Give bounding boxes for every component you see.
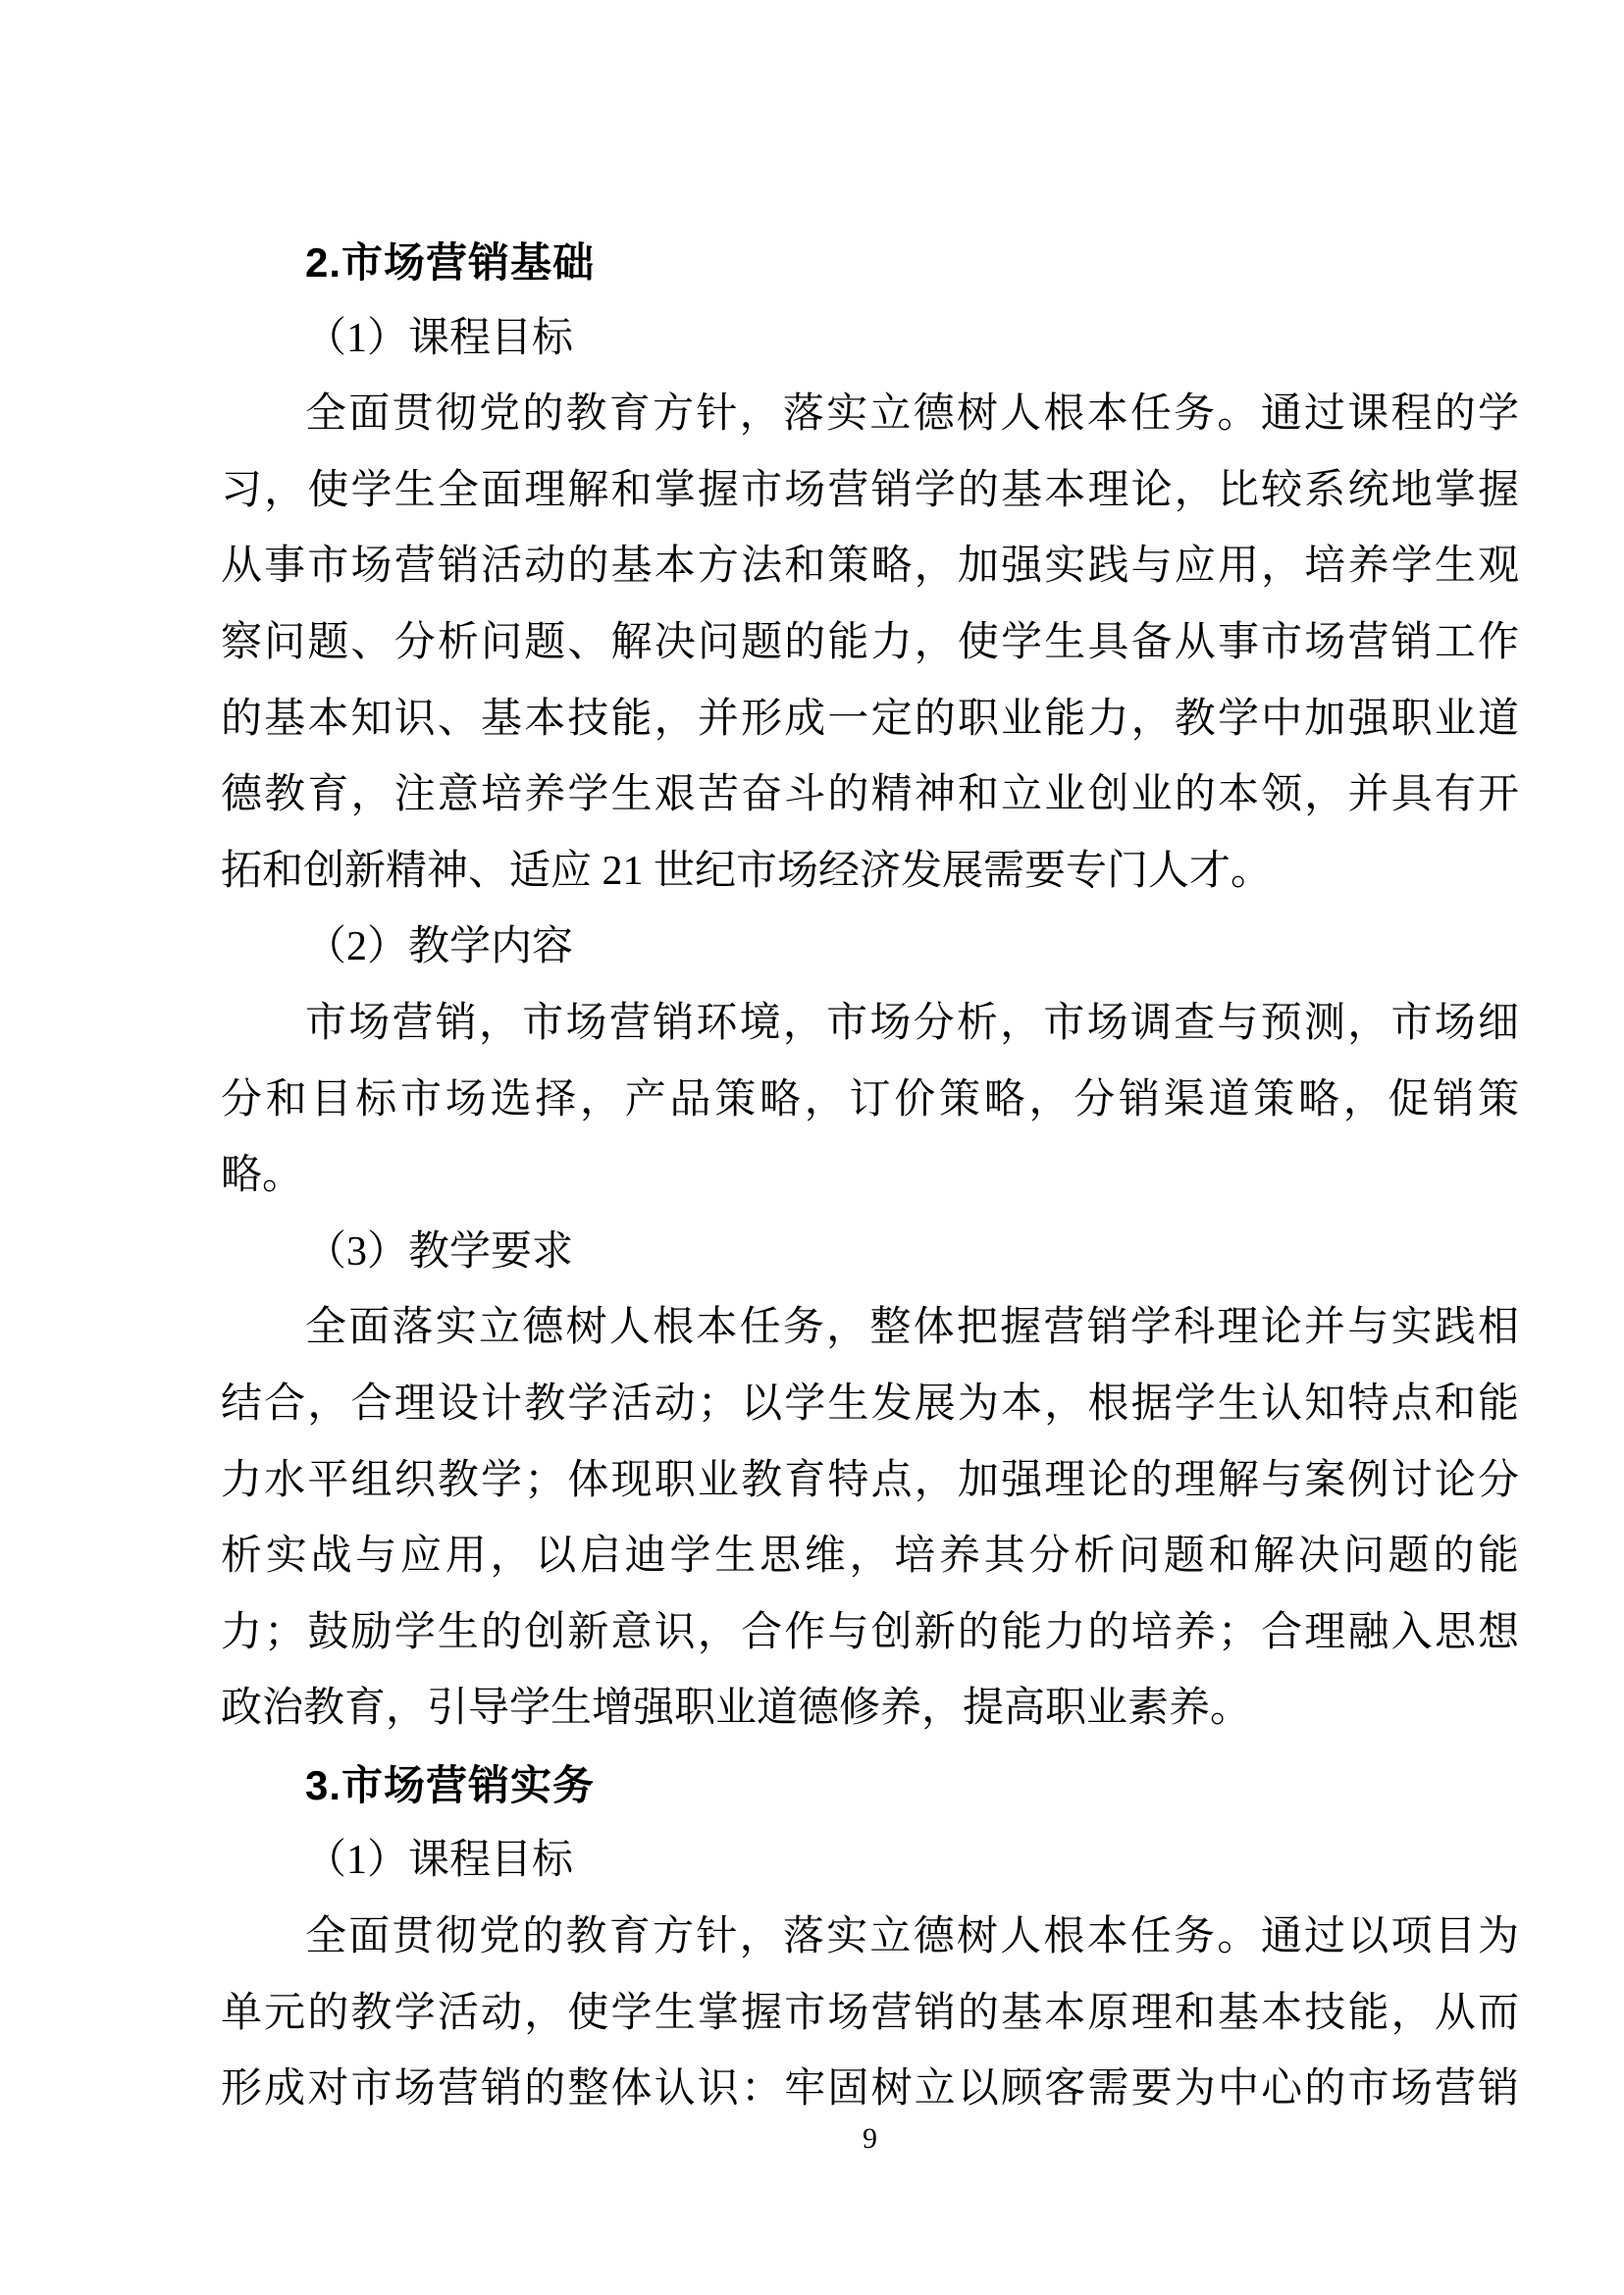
- text-line: 单元的教学活动，使学生掌握市场营销的基本原理和基本技能，从而: [221, 1990, 1519, 2036]
- text-line: 政治教育，引导学生增强职业道德修养，提高职业素养。: [221, 1686, 1252, 1732]
- text-line: 力水平组织教学；体现职业教育特点，加强理论的理解与案例讨论分: [221, 1457, 1519, 1503]
- text-line: 力；鼓励学生的创新意识，合作与创新的能力的培养；合理融入思想: [221, 1609, 1519, 1655]
- text-line: 市场营销，市场营销环境，市场分析，市场调查与预测，市场细: [305, 1000, 1519, 1046]
- text-line: 2.市场营销基础: [305, 239, 596, 286]
- text-line: 从事市场营销活动的基本方法和策略，加强实践与应用，培养学生观: [221, 544, 1519, 590]
- text-line: （2）教学内容: [305, 924, 574, 970]
- text-line: 略。: [221, 1153, 304, 1199]
- text-line: 结合，合理设计教学活动；以学生发展为本，根据学生认知特点和能: [221, 1381, 1519, 1427]
- text-line: 德教育，注意培养学生艰苦奋斗的精神和立业创业的本领，并具有开: [221, 772, 1519, 818]
- text-line: 拓和创新精神、适应 21 世纪市场经济发展需要专门人才。: [221, 848, 1273, 894]
- text-line: 形成对市场营销的整体认识：牢固树立以顾客需要为中心的市场营销: [221, 2066, 1519, 2112]
- document-content: [221, 225, 1519, 2128]
- text-line: 全面贯彻党的教育方针，落实立德树人根本任务。通过课程的学: [305, 391, 1519, 438]
- text-line: （1）课程目标: [305, 315, 574, 361]
- text-line: 全面落实立德树人根本任务，整体把握营销学科理论并与实践相: [305, 1305, 1519, 1351]
- text-line: 3.市场营销实务: [305, 1761, 596, 1808]
- text-line: 分和目标市场选择，产品策略，订价策略，分销渠道策略，促销策: [221, 1076, 1519, 1122]
- text-line: （1）课程目标: [305, 1838, 574, 1884]
- text-line: 习，使学生全面理解和掌握市场营销学的基本理论，比较系统地掌握: [221, 467, 1519, 513]
- text-line: 的基本知识、基本技能，并形成一定的职业能力，教学中加强职业道: [221, 696, 1519, 742]
- text-line: （3）教学要求: [305, 1228, 574, 1275]
- page-number: 9: [863, 2122, 877, 2155]
- text-line: 察问题、分析问题、解决问题的能力，使学生具备从事市场营销工作: [221, 619, 1519, 665]
- text-line: 全面贯彻党的教育方针，落实立德树人根本任务。通过以项目为: [305, 1914, 1519, 1960]
- text-line: 析实战与应用，以启迪学生思维，培养其分析问题和解决问题的能: [221, 1534, 1519, 1580]
